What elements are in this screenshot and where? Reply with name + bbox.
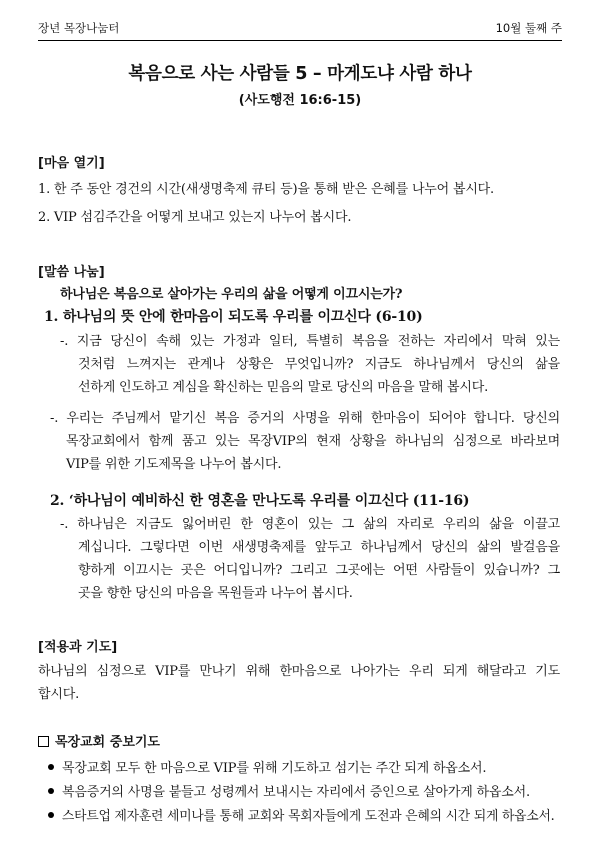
prayer-item bbox=[48, 781, 530, 800]
point1-q1-line: 것처럼 느껴지는 관계나 상황은 무엇입니까? 지금도 하나님께서 당신의 삶을 bbox=[78, 357, 560, 372]
apply-line: 합시다. bbox=[38, 687, 80, 702]
page-title: 복음으로 사는 사람들 5 – 마게도냐 사람 하나 bbox=[128, 64, 472, 84]
point1-q1-line: -. 지금 당신이 속해 있는 가정과 일터, 특별히 복음을 전하는 자리에서 막혀 있는 bbox=[60, 334, 560, 349]
point2-q1-line: 곳을 향한 당신의 마음을 목원들과 나누어 봅시다. bbox=[78, 586, 353, 601]
prayer-item bbox=[48, 757, 486, 776]
prayer-item-text: 복음증거의 사명을 붙들고 성령께서 보내시는 자리에서 증인으로 살아가게 하옵소서. bbox=[62, 785, 530, 800]
point2-q1-line: 향하게 이끄시는 곳은 어디입니까? 그리고 그곳에는 어떤 사람들이 있습니까? 그 bbox=[78, 563, 560, 578]
point1-q2-line: 목장교회에서 함께 품고 있는 목장VIP의 현재 상황을 하나님의 심정으로 바라보며 bbox=[66, 434, 560, 449]
header-left: 장년 목장나눔터 bbox=[38, 21, 120, 35]
page-subtitle: (사도행전 16:6-15) bbox=[238, 93, 362, 108]
point2-q1-line: 계십니다. 그렇다면 이번 새생명축제를 앞두고 하나님께서 당신의 삶의 발걸음을 bbox=[78, 540, 560, 555]
title-block bbox=[0, 60, 600, 108]
header-right: 10월 둘째 주 bbox=[495, 21, 562, 35]
prayer-heading bbox=[38, 731, 160, 750]
point2-heading: 2. ‘하나님이 예비하신 한 영혼을 만나도록 우리를 이끄신다 (11-16) bbox=[50, 493, 470, 509]
point1-q2-line: -. 우리는 주님께서 맡기신 복음 증거의 사명을 위해 한마음이 되어야 합니다. 당신의 bbox=[50, 411, 560, 426]
prayer-item bbox=[48, 805, 555, 824]
apply-label: [적용과 기도] bbox=[38, 640, 118, 655]
bullet-icon bbox=[48, 788, 54, 794]
point2-q1-line: -. 하나님은 지금도 잃어버린 한 영혼이 있는 그 삶의 자리로 우리의 삶을 이끌고 bbox=[60, 517, 560, 532]
opening-item: 1. 한 주 동안 경건의 시간(새생명축제 큐티 등)을 통해 받은 은혜를 나누어 봅시다. bbox=[38, 182, 494, 197]
word-intro: 하나님은 복음으로 살아가는 우리의 삶을 어떻게 이끄시는가? bbox=[60, 287, 403, 302]
point1-q1-line: 선하게 인도하고 계심을 확신하는 믿음의 말로 당신의 마음을 말해 봅시다. bbox=[78, 380, 489, 395]
checkbox-square-icon bbox=[38, 736, 49, 747]
point1-heading: 1. 하나님의 뜻 안에 한마음이 되도록 우리를 이끄신다 (6-10) bbox=[44, 309, 423, 325]
prayer-item-text: 스타트업 제자훈련 세미나를 통해 교회와 목회자들에게 도전과 은혜의 시간 되게 하옵소서. bbox=[62, 809, 555, 824]
point1-q2-line: VIP를 위한 기도제목을 나누어 봅시다. bbox=[66, 457, 282, 472]
bullet-icon bbox=[48, 812, 54, 818]
prayer-label: 목장교회 중보기도 bbox=[55, 735, 160, 750]
opening-item: 2. VIP 섬김주간을 어떻게 보내고 있는지 나누어 봅시다. bbox=[38, 210, 352, 225]
prayer-item-text: 목장교회 모두 한 마음으로 VIP를 위해 기도하고 섬기는 주간 되게 하옵소서. bbox=[62, 761, 487, 776]
page-header bbox=[38, 18, 562, 41]
word-label: [말씀 나눔] bbox=[38, 265, 105, 280]
apply-line: 하나님의 심정으로 VIP를 만나기 위해 한마음으로 나아가는 우리 되게 해달라고 기도 bbox=[38, 664, 560, 679]
bullet-icon bbox=[48, 764, 54, 770]
opening-label: [마음 열기] bbox=[38, 156, 105, 171]
